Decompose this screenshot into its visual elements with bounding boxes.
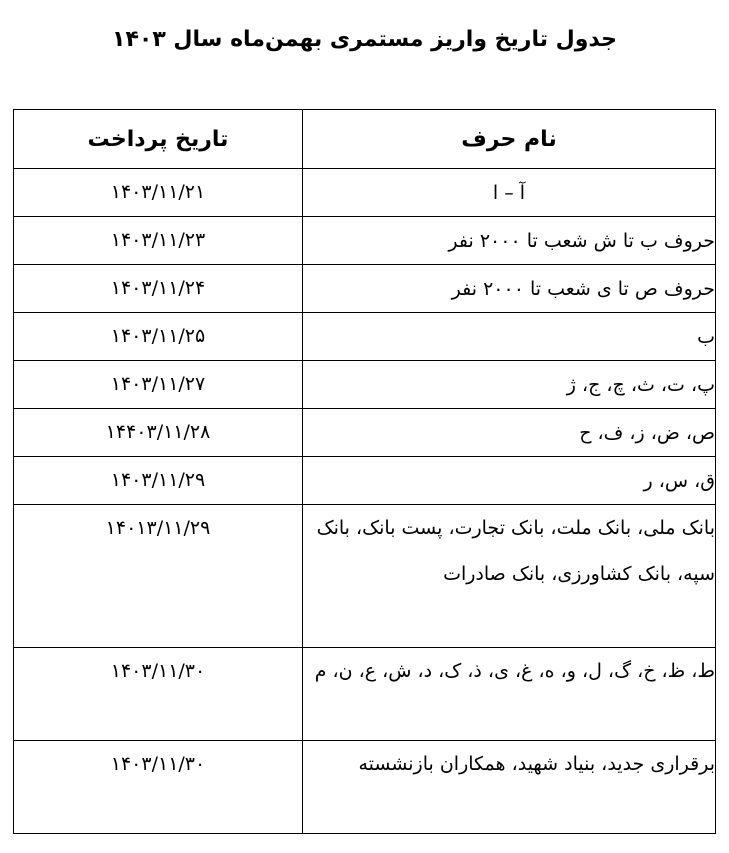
header-letter-name: نام حرف bbox=[303, 110, 716, 169]
date-cell: ۱۴۰۳/۱۱/۲۳ bbox=[14, 217, 303, 265]
letter-cell: پ، ت، ث، چ، ج، ژ bbox=[303, 361, 716, 409]
date-cell: ۱۴۰۳/۱۱/۲۱ bbox=[14, 169, 303, 217]
letter-cell: ق، س، ر bbox=[303, 457, 716, 505]
table-row bbox=[14, 741, 716, 834]
payment-schedule-table bbox=[13, 109, 716, 834]
table-row bbox=[14, 457, 716, 505]
table-row bbox=[14, 648, 716, 741]
letter-cell: ص، ض، ز، ف، ح bbox=[303, 409, 716, 457]
table-row bbox=[14, 505, 716, 648]
date-cell: ۱۴۰۳/۱۱/۳۰ bbox=[14, 648, 303, 741]
table-row bbox=[14, 361, 716, 409]
letter-cell: ط، ظ، خ، گ، ل، و، ه، غ، ی، ذ، ک، د، ش، ع، ن، م bbox=[303, 648, 716, 741]
date-cell: ۱۴۰۳/۱۱/۲۷ bbox=[14, 361, 303, 409]
letter-cell: برقراری جدید، بنیاد شهید، همکاران بازنشسته bbox=[303, 741, 716, 834]
date-cell: ۱۴۰۱۳/۱۱/۲۹ bbox=[14, 505, 303, 648]
header-payment-date: تاریخ پرداخت bbox=[14, 110, 303, 169]
date-cell: ۱۴۰۳/۱۱/۲۹ bbox=[14, 457, 303, 505]
letter-cell: آ – ا bbox=[303, 169, 716, 217]
letter-cell: حروف ص تا ی شعب تا ۲۰۰۰ نفر bbox=[303, 265, 716, 313]
letter-cell: حروف ب تا ش شعب تا ۲۰۰۰ نفر bbox=[303, 217, 716, 265]
table-row bbox=[14, 265, 716, 313]
table-row bbox=[14, 313, 716, 361]
page-title: جدول تاریخ واریز مستمری بهمن‌ماه سال ۱۴۰۳ bbox=[112, 27, 617, 52]
letter-cell: ب bbox=[303, 313, 716, 361]
table-row bbox=[14, 217, 716, 265]
table-row bbox=[14, 409, 716, 457]
table-row bbox=[14, 169, 716, 217]
letter-cell: بانک ملی، بانک ملت، بانک تجارت، پست بانک، بانک سپه، بانک کشاورزی، بانک صادرات bbox=[303, 505, 716, 648]
date-cell: ۱۴۰۳/۱۱/۳۰ bbox=[14, 741, 303, 834]
date-cell: ۱۴۰۳/۱۱/۲۴ bbox=[14, 265, 303, 313]
table-header-row bbox=[14, 110, 716, 169]
date-cell: ۱۴۰۳/۱۱/۲۵ bbox=[14, 313, 303, 361]
date-cell: ۱۴۴۰۳/۱۱/۲۸ bbox=[14, 409, 303, 457]
